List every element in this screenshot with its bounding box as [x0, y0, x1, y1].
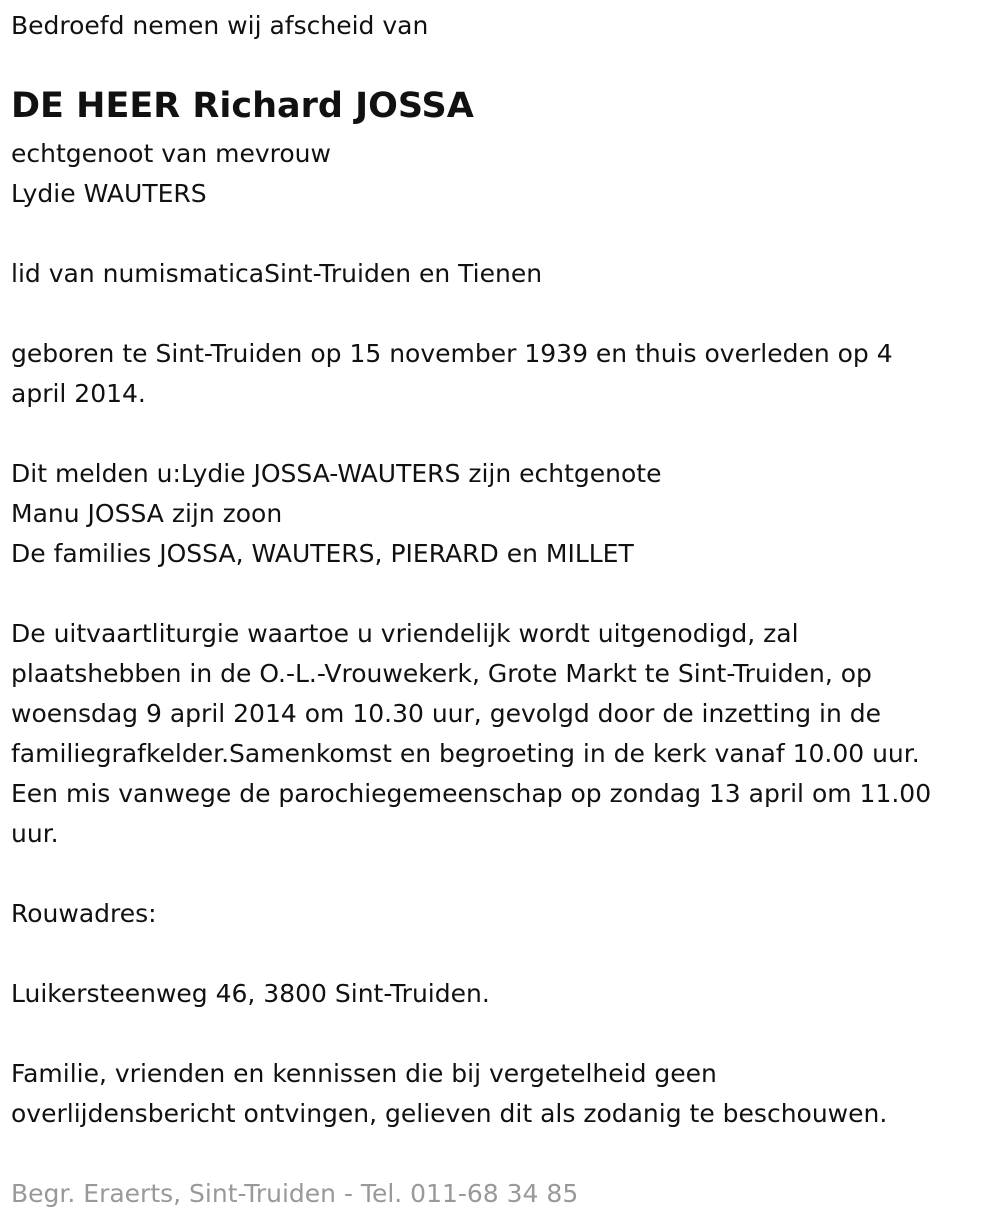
- address-label: Rouwadres:: [11, 899, 157, 928]
- intro-text: Bedroefd nemen wij afscheid van: [11, 11, 429, 40]
- birth-death-line-1: geboren te Sint-Truiden op 15 november 1939 en thuis overleden op 4: [11, 339, 893, 368]
- spacer: [11, 414, 986, 454]
- spacer: [11, 934, 986, 974]
- announcer-line: Manu JOSSA zijn zoon: [11, 499, 283, 528]
- announcer-line: De families JOSSA, WAUTERS, PIERARD en MILLET: [11, 539, 634, 568]
- funeral-line: uur.: [11, 819, 59, 848]
- spacer: [11, 1134, 986, 1174]
- spouse-line-1: echtgenoot van mevrouw: [11, 139, 331, 168]
- spacer: [11, 574, 986, 614]
- spacer: [11, 854, 986, 894]
- funeral-line: De uitvaartliturgie waartoe u vriendelijk wordt uitgenodigd, zal: [11, 619, 799, 648]
- funeral-line: plaatshebben in de O.-L.-Vrouwekerk, Grote Markt te Sint-Truiden, op: [11, 659, 872, 688]
- funeral-line: familiegrafkelder.Samenkomst en begroeting in de kerk vanaf 10.00 uur.: [11, 739, 920, 768]
- address-text: Luikersteenweg 46, 3800 Sint-Truiden.: [11, 979, 490, 1008]
- funeral-home-footer: Begr. Eraerts, Sint-Truiden - Tel. 011-68 34 85: [11, 1179, 579, 1208]
- announcer-line: Dit melden u:Lydie JOSSA-WAUTERS zijn echtgenote: [11, 459, 662, 488]
- spacer: [11, 1014, 986, 1054]
- closing-line: Familie, vrienden en kennissen die bij vergetelheid geen: [11, 1059, 717, 1088]
- funeral-line: Een mis vanwege de parochiegemeenschap op zondag 13 april om 11.00: [11, 779, 932, 808]
- obituary-notice: [11, 6, 986, 1214]
- deceased-name: DE HEER Richard JOSSA: [11, 86, 474, 126]
- funeral-line: woensdag 9 april 2014 om 10.30 uur, gevolgd door de inzetting in de: [11, 699, 882, 728]
- spacer: [11, 294, 986, 334]
- membership-text: lid van numismaticaSint-Truiden en Tienen: [11, 259, 543, 288]
- closing-line: overlijdensbericht ontvingen, gelieven dit als zodanig te beschouwen.: [11, 1099, 888, 1128]
- spacer: [11, 214, 986, 254]
- birth-death-line-2: april 2014.: [11, 379, 146, 408]
- spouse-line-2: Lydie WAUTERS: [11, 179, 207, 208]
